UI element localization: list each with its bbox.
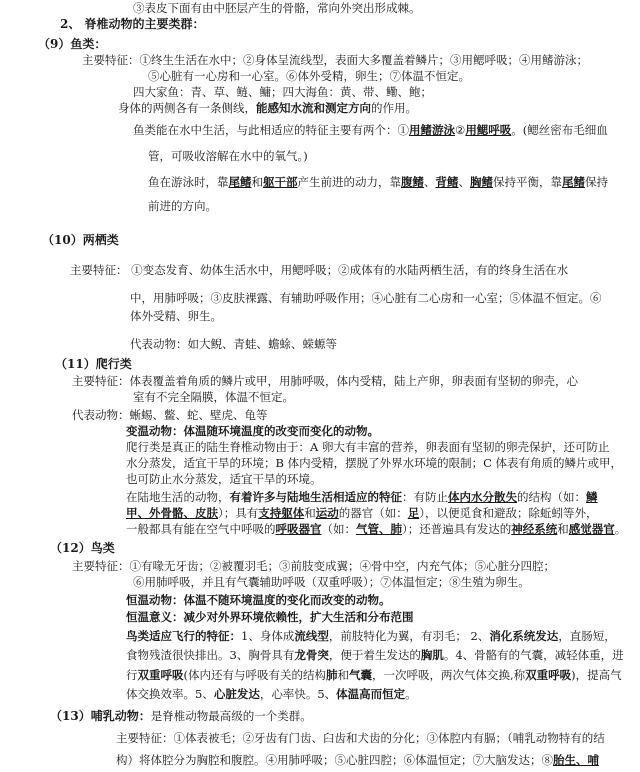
fish-line-6: 管，可吸收溶解在水中的氧气。) xyxy=(148,149,308,163)
bird-line-8: 体交换效率。5、心脏发达，心率快。5、体温高而恒定。 xyxy=(126,687,417,701)
fish-line-7: 鱼在游泳时，靠尾鳍和躯干部产生前进的动力，靠腹鳍、背鳍、胸鳍保持平衡，靠尾鳍保持 xyxy=(148,175,608,189)
amphibian-line-3: 体外受精、卵生。 xyxy=(130,309,222,323)
bird-line-2: ⑥用肺呼吸，并且有气囊辅助呼吸（双重呼吸）；⑦体温恒定；⑧生殖为卵生。 xyxy=(133,575,530,589)
reptile-line-1: 主要特征：体表覆盖着角质的鳞片或甲，用肺呼吸，体内受精，陆上产卵，卵表面有坚韧的卵壳，心 xyxy=(72,374,578,388)
reptile-line-10: 一般都具有能在空气中呼吸的呼吸器官（如：气管、肺）；还普遍具有发达的神经系统和感觉器官。 xyxy=(126,522,627,536)
fish-line-4: 身体的两侧各有一条侧线，能感知水流和测定方向的作用。 xyxy=(118,101,417,115)
reptile-heading: （11）爬行类 xyxy=(55,357,132,371)
reptile-line-8: 在陆地生活的动物，有着许多与陆地生活相适应的特征：有防止体内水分散失的结构（如：鳞 xyxy=(126,490,598,504)
fish-line-2: ⑤心脏有一心房和一心室。⑥体外受精，卵生；⑦体温不恒定。 xyxy=(148,69,470,83)
mammal-heading: （13）哺乳动物：是脊椎动物最高级的一个类群。 xyxy=(50,709,312,723)
reptile-line-6: 水分蒸发，适宜干旱的环境；B 体内受精，摆脱了外界水环境的限制；C 体表有角质的鳞片或甲， xyxy=(126,456,623,470)
bird-line-4: 恒温意义：减少对外界环境依赖性，扩大生活和分布范围 xyxy=(126,610,414,624)
bird-line-6: 食物残渣很快排出。3、胸骨具有龙骨突，便于着生发达的胸肌。4、骨骼有的气囊，减轻体重，进 xyxy=(126,648,624,662)
amphibian-line-4: 代表动物：如大鲵、青蛙、蟾蜍、蝾螈等 xyxy=(130,337,337,351)
mammal-line-2: 构）将体腔分为胸腔和腹腔。④用肺呼吸；⑤心脏四腔；⑥体温恒定；⑦大脑发达；⑧胎生、哺 xyxy=(116,753,599,767)
bird-line-1: 主要特征：①有喙无牙齿；②被覆羽毛；③前肢变成翼；④骨中空，内充气体；⑤心脏分四腔； xyxy=(72,559,555,573)
paragraph-line: ③表皮下面有由中胚层产生的骨骼，常向外突出形成棘。 xyxy=(133,1,421,15)
fish-heading: （9）鱼类： xyxy=(38,37,107,51)
mammal-line-1: 主要特征：①体表被毛；②牙齿有门齿、臼齿和犬齿的分化；③体腔内有膈；（哺乳动物特有的结 xyxy=(116,731,605,745)
reptile-line-5: 爬行类是真正的陆生脊椎动物由于：A 卵大有丰富的营养，卵表面有坚韧的卵壳保护，还可防止 xyxy=(126,440,610,454)
bird-line-5: 鸟类适应飞行的特征：1、身体成流线型，前肢特化为翼，有羽毛； 2、消化系统发达，直肠短， xyxy=(126,629,616,643)
reptile-line-2: 室有不完全隔膜，体温不恒定。 xyxy=(133,390,294,404)
amphibian-line-1: 主要特征： ①变态发育、幼体生活水中，用鳃呼吸；②成体有的水陆两栖生活，有的终身生活在水 xyxy=(70,263,569,277)
reptile-line-3: 代表动物：蜥蜴、鳖、蛇、壁虎、龟等 xyxy=(72,408,268,422)
fish-line-8: 前进的方向。 xyxy=(148,199,217,213)
amphibian-heading: （10）两栖类 xyxy=(42,233,119,247)
bird-heading: （12）鸟类 xyxy=(50,541,115,555)
reptile-line-9: 甲、外骨骼、皮肤）；具有支持躯体和运动的器官（如：足），以便觅食和避敌；除蚯蚓等外， xyxy=(126,506,598,520)
amphibian-line-2: 中，用肺呼吸；③皮肤裸露、有辅助呼吸作用；④心脏有二心房和一心室；⑤体温不恒定。⑥ xyxy=(130,291,602,305)
reptile-line-7: 也可防止水分蒸发，适宜干旱的环境。 xyxy=(126,472,322,486)
bird-line-7: 行双重呼吸(体内还有与呼吸有关的结构肺和气囊，一次呼吸，两次气体交换,称双重呼吸)，提高气 xyxy=(126,668,622,682)
reptile-line-4: 变温动物：体温随环境温度的改变而变化的动物。 xyxy=(126,424,379,438)
fish-line-5: 鱼类能在水中生活，与此相适应的特征主要有两个：①用鳍游泳②用鳃呼吸。(鳃丝密布毛细血 xyxy=(133,123,608,137)
section-heading: 2、 脊椎动物的主要类群： xyxy=(60,17,205,31)
fish-line-1: 主要特征：①终生生活在水中；②身体呈流线型，表面大多覆盖着鳞片；③用鳃呼吸；④用鳍游泳； xyxy=(82,53,588,67)
fish-line-3: 四大家鱼：青、草、鲢、鳙；四大海鱼：黄、带、鳓、鲍； xyxy=(133,85,432,99)
bird-line-3: 恒温动物：体温不随环境温度的变化而改变的动物。 xyxy=(126,593,391,607)
